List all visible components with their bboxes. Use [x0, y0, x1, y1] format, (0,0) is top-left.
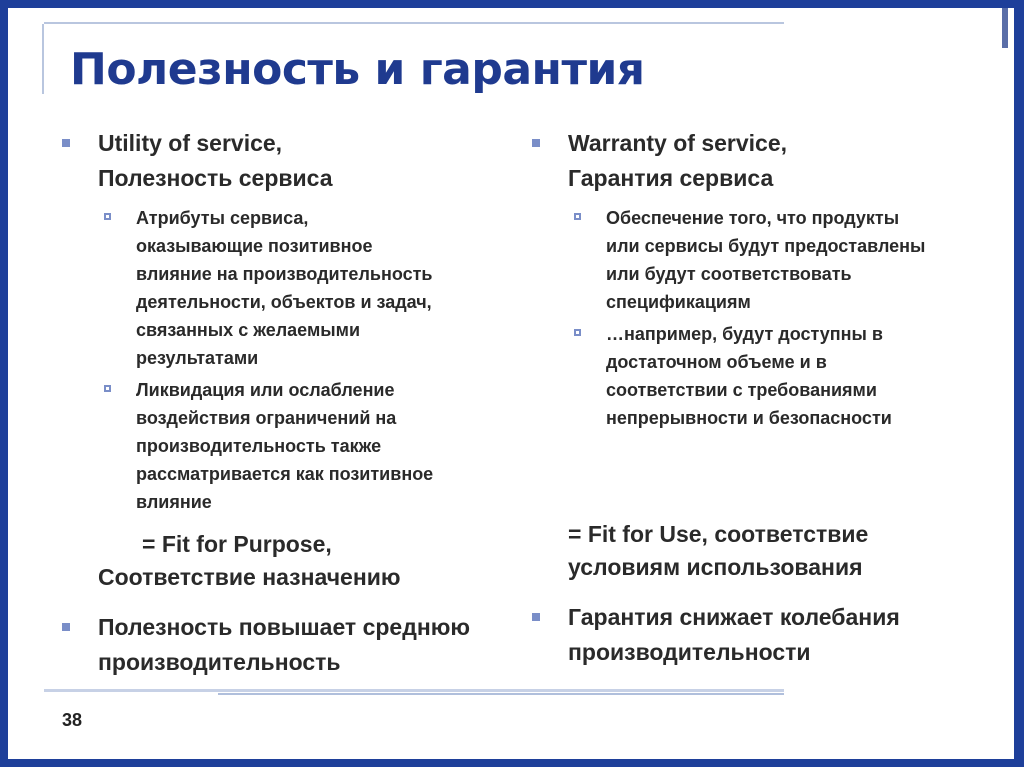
- left-head-line1: Utility of service,: [98, 130, 283, 156]
- left-bottom-item: Полезность повышает среднюю производительность: [60, 610, 478, 680]
- left-column: [60, 126, 500, 688]
- page-number: 38: [62, 710, 83, 730]
- left-sub-item-1: Атрибуты сервиса, оказывающие позитивное влияние на производительность деятельности, объектов и задач, связанных с желаемыми результатами: [60, 204, 436, 372]
- right-bottom-item: Гарантия снижает колебания производительности: [530, 600, 948, 670]
- right-head-line2: Гарантия сервиса: [568, 165, 774, 191]
- right-sub-item-1: Обеспечение того, что продукты или сервисы будут предоставлены или будут соответствовать спецификациям: [530, 204, 926, 316]
- left-head-item: [60, 126, 500, 196]
- right-head-item: [530, 126, 970, 196]
- bottom-rule-accent: [218, 693, 784, 695]
- square-bullet-icon: [62, 139, 70, 147]
- right-sub-item-2: …например, будут доступны в достаточном объеме и в соответствии с требованиями непрерывности и безопасности: [530, 320, 906, 432]
- left-fit: [98, 528, 500, 594]
- left-fit-line2: Соответствие назначению: [98, 564, 401, 590]
- hollow-square-bullet-icon: [574, 329, 581, 336]
- slide-title: Полезность и гарантия: [70, 44, 645, 95]
- left-head-line2: Полезность сервиса: [98, 165, 333, 191]
- right-fit-line2: условиям использования: [568, 554, 863, 580]
- hollow-square-bullet-icon: [104, 213, 111, 220]
- right-fit-line1: = Fit for Use, соответствие: [568, 521, 869, 547]
- square-bullet-icon: [62, 623, 70, 631]
- left-fit-line1: = Fit for Purpose,: [142, 531, 332, 557]
- square-bullet-icon: [532, 613, 540, 621]
- top-rule: [44, 22, 784, 24]
- bottom-rule: [44, 689, 784, 692]
- left-sub-item-2: Ликвидация или ослабление воздействия ограничений на производительность также рассматривается как позитивное влияние: [60, 376, 436, 516]
- right-column: [530, 126, 970, 678]
- left-rule: [42, 24, 44, 94]
- hollow-square-bullet-icon: [574, 213, 581, 220]
- square-bullet-icon: [532, 139, 540, 147]
- hollow-square-bullet-icon: [104, 385, 111, 392]
- scroll-marker: [1002, 8, 1008, 48]
- right-head-line1: Warranty of service,: [568, 130, 788, 156]
- slide: [8, 8, 1014, 759]
- right-fit: [568, 518, 970, 584]
